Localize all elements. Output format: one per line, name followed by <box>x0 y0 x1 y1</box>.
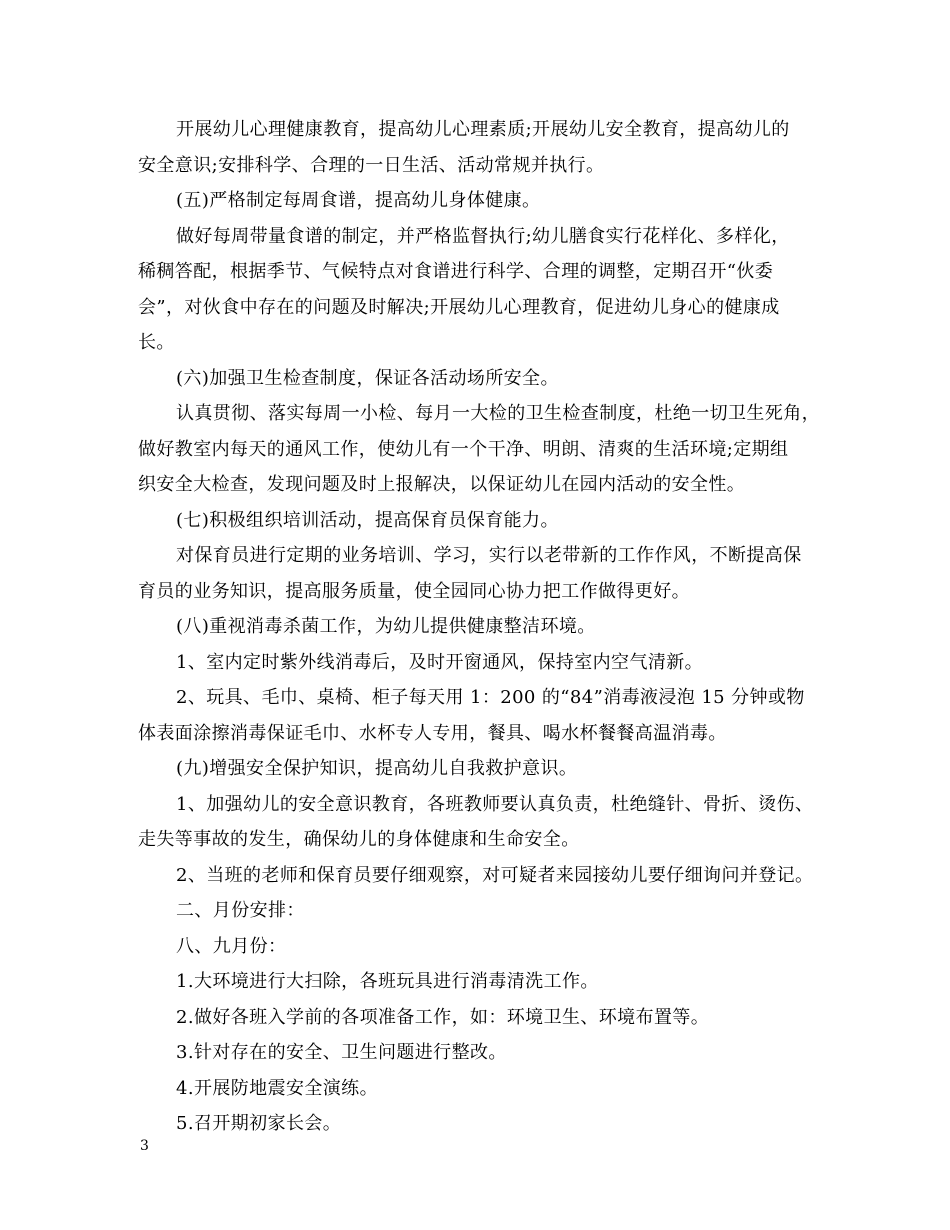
list-item: 2、当班的老师和保育员要仔细观察，对可疑者来园接幼儿要仔细询问并登记。 <box>176 864 814 886</box>
paragraph-line: 安全意识;安排科学、合理的一日生活、活动常规并执行。 <box>138 154 605 176</box>
list-item: 1、室内定时紫外线消毒后，及时开窗通风，保持室内空气清新。 <box>176 651 704 673</box>
section-heading: (七)积极组织培训活动，提高保育员保育能力。 <box>176 509 559 531</box>
paragraph-line: 走失等事故的发生，确保幼儿的身体健康和生命安全。 <box>138 829 580 850</box>
section-heading: (五)严格制定每周食谱，提高幼儿身体健康。 <box>176 190 541 211</box>
list-item: 4.开展防地震安全演练。 <box>176 1077 378 1099</box>
page-number: 3 <box>140 1138 149 1154</box>
paragraph-line: 开展幼儿心理健康教育，提高幼儿心理素质;开展幼儿安全教育，提高幼儿的 <box>176 119 790 140</box>
paragraph-line: 体表面涂擦消毒保证毛巾、水杯专人专用，餐具、喝水杯餐餐高温消毒。 <box>138 722 727 744</box>
paragraph-line: 长。 <box>138 332 175 353</box>
list-item: 3.针对存在的安全、卫生问题进行整改。 <box>176 1042 507 1063</box>
paragraph-line: 织安全大检查，发现问题及时上报解决，以保证幼儿在园内活动的安全性。 <box>138 474 746 495</box>
list-item: 2.做好各班入学前的各项准备工作，如：环境卫生、环境布置等。 <box>176 1006 710 1028</box>
list-item: 1.大环境进行大扫除，各班玩具进行消毒清洗工作。 <box>176 971 599 992</box>
paragraph-line: 稀稠答配，根据季节、气候特点对食谱进行科学、合理的调整，定期召开“伙委 <box>138 261 774 282</box>
paragraph-line: 对保育员进行定期的业务培训、学习，实行以老带新的工作作风，不断提高保 <box>176 545 802 566</box>
paragraph-line: 会”，对伙食中存在的问题及时解决;开展幼儿心理教育，促进幼儿身心的健康成 <box>138 296 780 318</box>
section-heading: (六)加强卫生检查制度，保证各活动场所安全。 <box>176 367 559 389</box>
body-text <box>138 112 828 1142</box>
section-heading: 二、月份安排： <box>176 900 305 921</box>
paragraph-line: 育员的业务知识，提高服务质量，使全园同心协力把工作做得更好。 <box>138 580 690 602</box>
list-item: 5.召开期初家长会。 <box>176 1113 342 1134</box>
paragraph-line: 做好教室内每天的通风工作，使幼儿有一个干净、明朗、清爽的生活环境;定期组 <box>138 438 789 460</box>
section-heading: (八)重视消毒杀菌工作，为幼儿提供健康整洁环境。 <box>176 616 596 637</box>
subsection-heading: 八、九月份： <box>176 935 287 957</box>
section-heading: (九)增强安全保护知识，提高幼儿自我救护意识。 <box>176 758 578 779</box>
list-item: 2、玩具、毛巾、桌椅、柜子每天用 1：200 的“84”消毒液浸泡 15 分钟或物 <box>176 687 805 708</box>
paragraph-line: 认真贯彻、落实每周一小检、每月一大检的卫生检查制度，杜绝一切卫生死角， <box>176 403 820 424</box>
list-item: 1、加强幼儿的安全意识教育，各班教师要认真负责，杜绝缝针、骨折、烫伤、 <box>176 793 814 815</box>
paragraph-line: 做好每周带量食谱的制定，并严格监督执行;幼儿膳食实行花样化、多样化， <box>176 225 790 247</box>
